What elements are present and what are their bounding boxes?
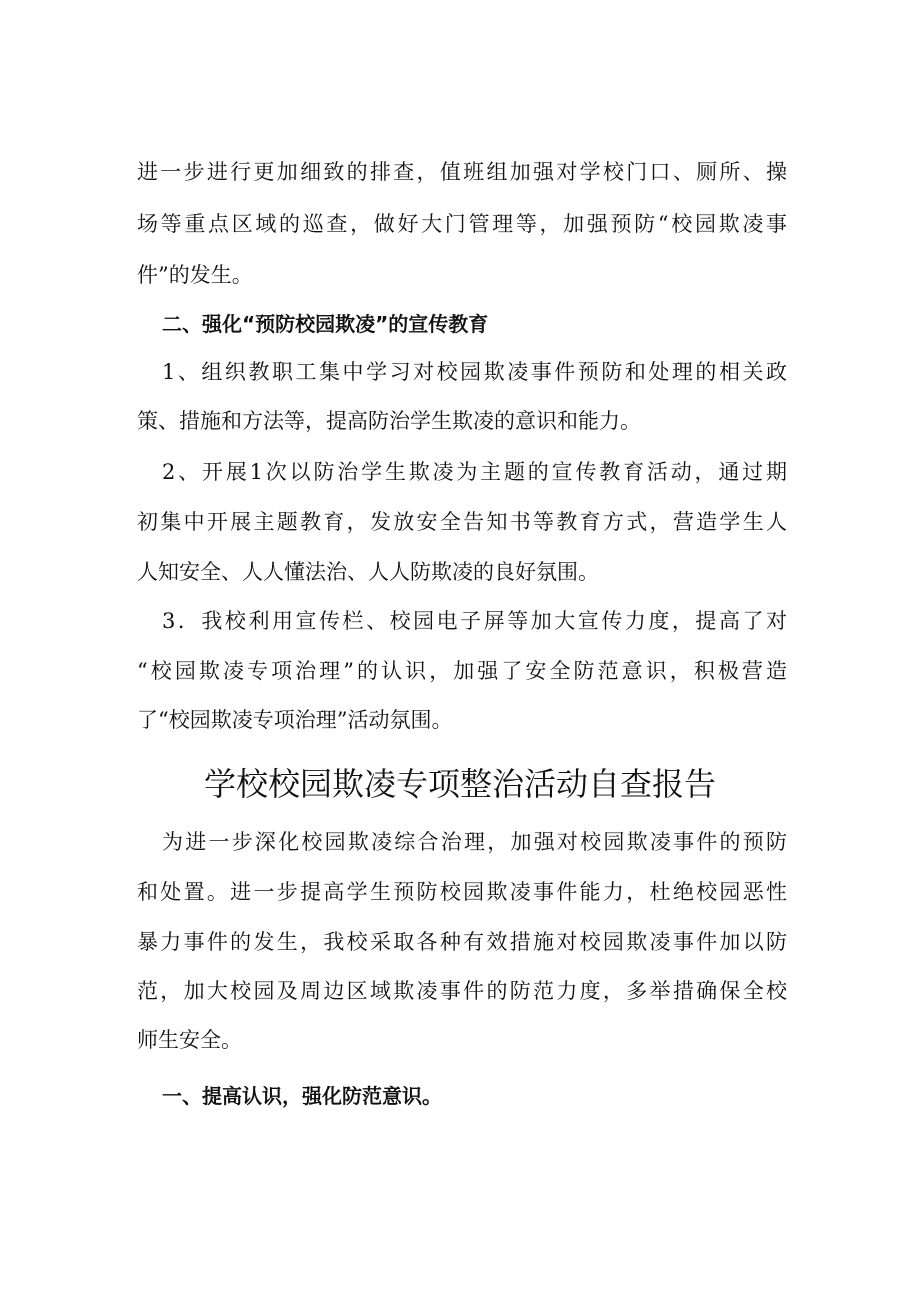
paragraph-line: 件”的发生。 bbox=[137, 263, 253, 287]
paragraph-line: 2、开展1次以防治学生欺凌为主题的宣传教育活动，通过期 bbox=[162, 460, 787, 484]
paragraph-line: 范，加大校园及周边区域欺凌事件的防范力度，多举措确保全校 bbox=[137, 979, 787, 1003]
paragraph-line: 策、措施和方法等，提高防治学生欺凌的意识和能力。 bbox=[137, 409, 641, 433]
paragraph-line: 师生安全。 bbox=[137, 1028, 242, 1052]
paragraph-line: 3．我校利用宣传栏、校园电子屏等加大宣传力度，提高了对 bbox=[162, 609, 787, 633]
paragraph-line: 人知安全、人人懂法治、人人防欺凌的良好氛围。 bbox=[137, 560, 599, 584]
report-title: 学校校园欺凌专项整治活动自查报告 bbox=[203, 765, 716, 803]
paragraph-line: 进一步进行更加细致的排查，值班组加强对学校门口、厕所、操 bbox=[137, 160, 787, 184]
paragraph-line: 暴力事件的发生，我校采取各种有效措施对校园欺凌事件加以防 bbox=[137, 930, 787, 954]
paragraph-line: “校园欺凌专项治理”的认识，加强了安全防范意识，积极营造 bbox=[137, 659, 787, 683]
paragraph-line: 和处置。进一步提高学生预防校园欺凌事件能力，杜绝校园恶性 bbox=[137, 880, 787, 904]
paragraph-line: 初集中开展主题教育，发放安全告知书等教育方式，营造学生人 bbox=[137, 510, 787, 534]
paragraph-line: 为进一步深化校园欺凌综合治理，加强对校园欺凌事件的预防 bbox=[162, 830, 787, 854]
paragraph-line: 1、组织教职工集中学习对校园欺凌事件预防和处理的相关政 bbox=[162, 360, 787, 384]
section-heading-two: 二、强化“预防校园欺凌”的宣传教育 bbox=[162, 312, 489, 336]
paragraph-line: 了“校园欺凌专项治理”活动氛围。 bbox=[137, 708, 453, 732]
section-heading-one: 一、提高认识，强化防范意识。 bbox=[162, 1084, 442, 1108]
paragraph-line: 场等重点区域的巡查，做好大门管理等，加强预防“校园欺凌事 bbox=[137, 212, 787, 236]
